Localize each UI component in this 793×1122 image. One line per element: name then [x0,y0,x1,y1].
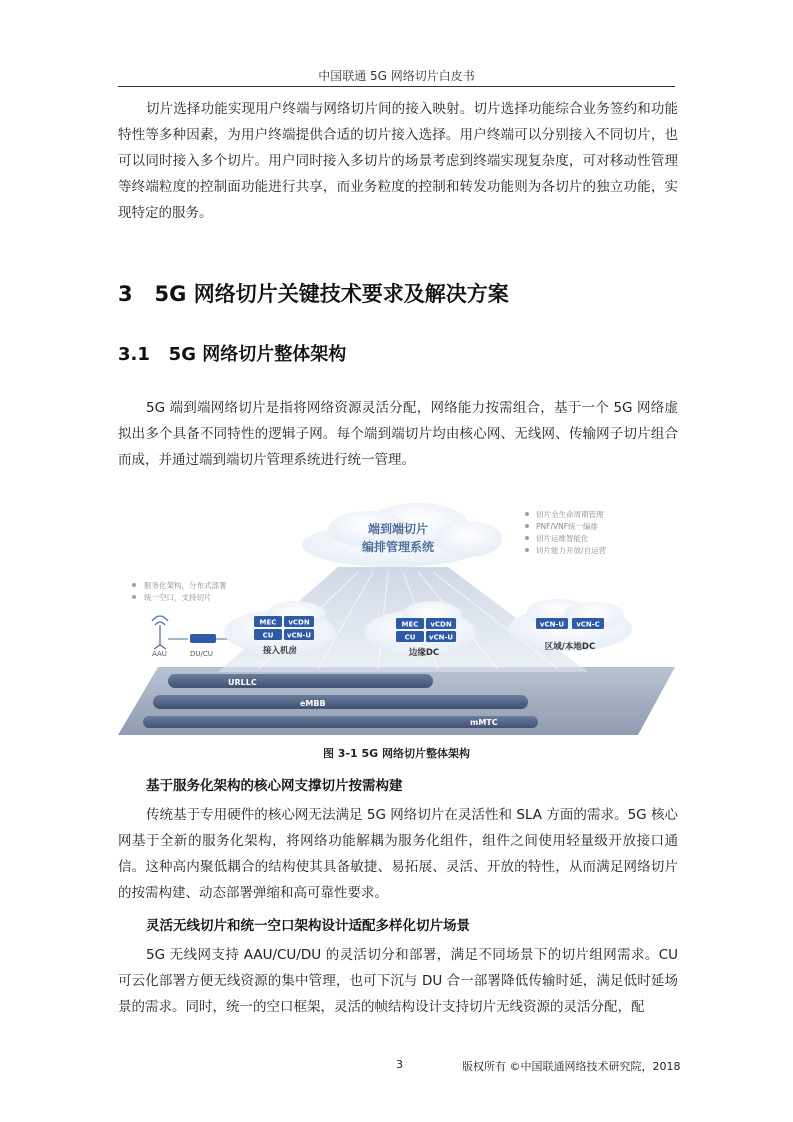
slice-bar-embb [153,695,528,709]
intro-paragraph-text: 切片选择功能实现用户终端与网络切片间的接入映射。切片选择功能综合业务签约和功能特性等多种因素，为用户终端提供合适的切片接入选择。用户终端可以分别接入不同切片，也可以同时接入多个切片。用户同时接入多切片的场景考虑到终端实现复杂度，可对移动性管理等终端粒度的控制面功能进行共享，而业务粒度的控制和转发功能则为各切片的独立功能，实现特定的服务。 [118,101,678,221]
subsection-radio-paragraph-text: 5G 无线网支持 AAU/CU/DU 的灵活切分和部署，满足不同场景下的切片组网需求。CU 可云化部署方便无线资源的集中管理，也可下沉与 DU 合一部署降低传输时延，满足低时延场景的需求。同时，统一的空口框架，灵活的帧结构设计支持切片无线资源的灵活分配，配 [118,947,678,1015]
edge-box-mec: MEC [401,620,419,629]
subsection-core-heading: 基于服务化架构的核心网支撑切片按需构建 [146,778,403,794]
orchestrator-title-line2: 编排管理系统 [361,540,435,554]
aau-antenna-icon [152,616,168,649]
edge-box-cu: CU [404,633,416,642]
access-box-vcnu: vCN-U [286,631,312,640]
left-feature-list [132,580,227,603]
figure-caption: 图 3-1 5G 网络切片整体架构 [322,747,471,760]
right-bullet-4: 切片能力开放/自运营 [536,546,607,555]
right-feature-list [525,509,607,555]
section-3-1-heading: 3.1 5G 网络切片整体架构 [118,344,347,365]
edge-box-vcdn: vCDN [430,620,452,629]
subsection-core-paragraph-text: 传统基于专用硬件的核心网无法满足 5G 网络切片在灵活性和 SLA 方面的需求。5G 核心网基于全新的服务化架构，将网络功能解耦为服务化组件，组件之间使用轻量级开放接口通信。这种高内聚低耦合的结构使其具备敏捷、易拓展、灵活、开放的特性，从而满足网络切片的按需构建、动态部署弹缩和高可靠性要求。 [118,807,678,901]
slice-label-urllc: URLLC [228,678,257,687]
section-3-1-paragraph-text: 5G 端到端网络切片是指将网络资源灵活分配，网络能力按需组合，基于一个 5G 网络虚拟出多个具备不同特性的逻辑子网。每个端到端切片均由核心网、无线网、传输网子切片组合而成，并通过端到端切片管理系统进行统一管理。 [118,400,678,468]
intro-paragraph [118,96,678,226]
architecture-figure [118,497,675,737]
subsection-radio-paragraph [118,942,678,1020]
edge-dc-label: 边缘DC [408,648,440,658]
section-3-heading: 3 5G 网络切片关键技术要求及解决方案 [118,282,509,306]
right-bullet-1: 切片全生命周期管理 [536,510,604,519]
left-bullet-2: 统一空口，支持切片 [144,593,212,602]
aau-label: AAU [152,650,167,658]
regional-box-vcnu: vCN-U [539,620,565,629]
page-header-title: 中国联通 5G 网络切片白皮书 [318,69,475,83]
right-bullet-2: PNF/VNF统一编排 [536,522,599,531]
access-box-cu: CU [262,631,274,640]
left-bullet-1: 服务化架构，分布式部署 [144,581,227,590]
section-3-1-paragraph [118,395,678,473]
header-rule [118,86,675,87]
subsection-core-paragraph [118,802,678,906]
regional-dc-label: 区域/本地DC [544,642,596,652]
orchestrator-title-line1: 端到端切片 [367,522,429,536]
access-box-vcdn: vCDN [288,618,310,627]
footer-copyright: 版权所有 ©中国联通网络技术研究院，2018 [462,1060,681,1073]
slice-bar-urllc [168,674,433,688]
ducu-device-icon [190,634,216,643]
ducu-label: DU/CU [190,650,213,658]
slice-label-mmtc: mMTC [470,718,498,727]
edge-box-vcnu: vCN-U [428,633,454,642]
slice-label-embb: eMBB [300,699,326,708]
footer-page-number: 3 [396,1058,403,1071]
access-box-mec: MEC [259,618,277,627]
right-bullet-3: 切片运维智能化 [536,534,589,543]
access-room-label: 接入机房 [262,646,298,656]
regional-box-vcnc: vCN-C [576,620,600,629]
subsection-radio-heading: 灵活无线切片和统一空口架构设计适配多样化切片场景 [146,918,470,934]
